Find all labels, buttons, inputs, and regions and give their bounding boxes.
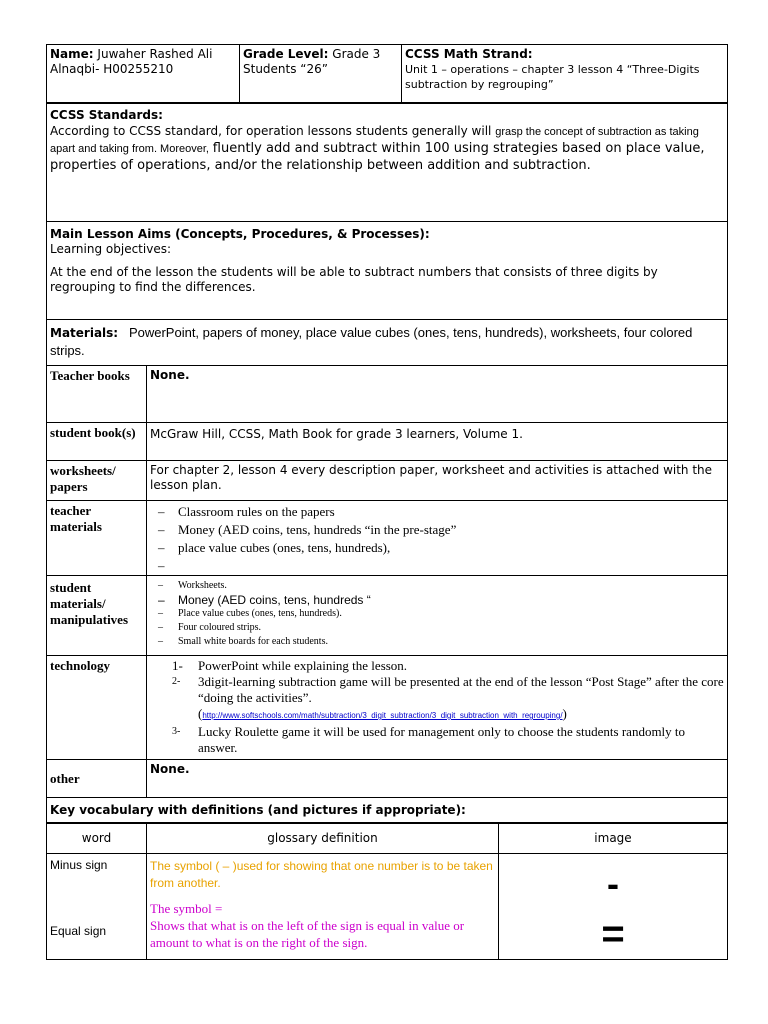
materials-value: PowerPoint, papers of money, place value cubes (ones, tens, hundreds), worksheets, four colored strips. — [50, 325, 693, 358]
grade-cell — [240, 45, 402, 103]
header-table — [46, 44, 728, 103]
game-link[interactable]: http://www.softschools.com/math/subtraction/3_digit_subtraction/3_digit_subtraction_with_regrouping/ — [202, 711, 563, 720]
col-def-header: glossary definition — [147, 824, 499, 854]
tech1-num: 1- — [172, 658, 183, 673]
student-books-label: student book(s) — [47, 423, 147, 461]
list-item: – Four coloured strips. — [154, 621, 724, 635]
teacher-materials-cell — [147, 501, 728, 576]
teacher-books-label: Teacher books — [47, 366, 147, 423]
equal-symbol-image: = — [601, 912, 625, 956]
list-item: 2- 3digit-learning subtraction game will be presented at the end of the lesson “Post Stage” after the core “doing the activities”. (http://www.softschools.com/math/subtraction/3_digit_subtraction/3_digit_subtraction_with_regrouping/) — [172, 674, 724, 721]
equal-def-2: Shows that what is on the left of the sign is equal in value or amount to what is on the right of the sign. — [150, 918, 465, 950]
list-item: – place value cubes (ones, tens, hundreds), — [154, 539, 724, 557]
materials-cell — [47, 320, 728, 366]
teacher-materials-list — [150, 503, 724, 557]
name-label: Name: — [50, 47, 94, 61]
minus-def: The symbol ( – )used for showing that one number is to be taken from another. — [150, 859, 493, 890]
name-cell — [47, 45, 240, 103]
tech3-num: 3- — [172, 726, 181, 737]
list-item: – Place value cubes (ones, tens, hundreds). — [154, 607, 724, 621]
list-item: – Worksheets. — [154, 579, 724, 593]
strand-cell — [402, 45, 728, 103]
minus-symbol-image: - — [607, 863, 619, 904]
tech1-text: PowerPoint while explaining the lesson. — [198, 658, 408, 673]
student-materials-cell — [147, 576, 728, 656]
grade-label: Grade Level: — [243, 47, 329, 61]
strand-label: CCSS Math Strand: — [405, 47, 533, 61]
vocab-words-cell — [47, 854, 147, 960]
tech3-text: Lucky Roulette game it will be used for management only to choose the students randomly to answer. — [198, 724, 686, 755]
col-image-header: image — [499, 824, 728, 854]
standards-cell — [47, 104, 728, 222]
other-value: None. — [147, 760, 728, 798]
list-item — [172, 724, 724, 756]
technology-label: technology — [47, 656, 147, 760]
aims-label: Main Lesson Aims (Concepts, Procedures, & Processes): — [50, 227, 430, 241]
vocab-table — [46, 823, 728, 960]
list-item: – Classroom rules on the papers — [154, 503, 724, 521]
materials-label: Materials: — [50, 326, 119, 340]
worksheets-label: worksheets/ papers — [47, 461, 147, 501]
list-item: – Small white boards for each students. — [154, 635, 724, 649]
list-item — [172, 658, 724, 674]
tech2-text: 3digit-learning subtraction game will be presented at the end of the lesson “Post Stage” after the core “doing the activities”. — [198, 674, 724, 705]
aims-cell — [47, 222, 728, 320]
strand-value: Unit 1 – operations – chapter 3 lesson 4 “Three-Digits subtraction by regrouping” — [405, 63, 700, 91]
student-books-value: McGraw Hill, CCSS, Math Book for grade 3 learners, Volume 1. — [147, 423, 728, 461]
standards-label: CCSS Standards: — [50, 108, 163, 122]
student-materials-label: student materials/ manipulatives — [47, 576, 147, 656]
standards-part1: According to CCSS standard, for operation lessons students generally will — [50, 124, 492, 138]
other-label: other — [47, 760, 147, 798]
standards-part3: fluently add and subtract within 100 using strategies based on place value, properties of operations, and/or the relationship between addition and subtraction. — [50, 141, 705, 173]
teacher-books-value: None. — [147, 366, 728, 423]
vocab-images-cell — [499, 854, 728, 960]
lesson-plan — [46, 44, 728, 960]
equal-word: Equal sign — [50, 924, 107, 938]
technology-list — [150, 658, 724, 756]
teacher-materials-label: teacher materials — [47, 501, 147, 576]
name-value: Juwaher Rashed Ali Alnaqbi- H00255210 — [50, 47, 213, 76]
list-item: – Money (AED coins, tens, hundreds “ — [154, 593, 724, 607]
col-word-header: word — [47, 824, 147, 854]
list-item: – Money (AED coins, tens, hundreds “in the pre-stage” — [154, 521, 724, 539]
vocab-label: Key vocabulary with definitions (and pictures if appropriate): — [47, 798, 728, 823]
vocab-defs-cell — [147, 854, 499, 960]
aims-line2: At the end of the lesson the students will be able to subtract numbers that consists of three digits by regrouping to find the differences. — [50, 265, 658, 294]
worksheets-value: For chapter 2, lesson 4 every description paper, worksheet and activities is attached with the lesson plan. — [147, 461, 728, 501]
grade-value: Grade 3 Students “26” — [243, 47, 381, 76]
minus-word: Minus sign — [50, 858, 108, 872]
aims-line1: Learning objectives: — [50, 242, 172, 256]
technology-cell — [147, 656, 728, 760]
equal-def-1: The symbol = — [150, 901, 223, 916]
student-materials-list — [150, 579, 724, 649]
standards-part2: grasp the concept of subtraction as taking apart and taking from. Moreover, — [50, 126, 699, 155]
tech2-num: 2- — [172, 676, 181, 687]
main-table — [46, 103, 728, 823]
